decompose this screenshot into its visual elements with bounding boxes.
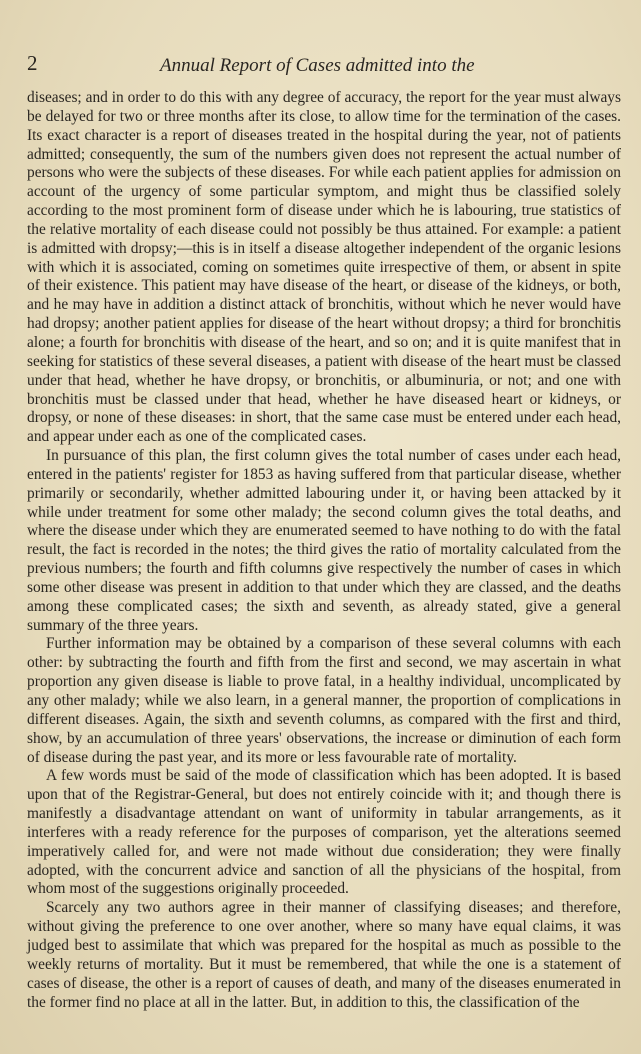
paragraph: Scarcely any two authors agree in their manner of classifying diseases; and therefore, without giving the preference to one over another, where so many have equal claims, it was judged best to assimilate that which was prepared for the hospital as much as possible to the weekly returns of mortality. But it must be remembered, that while the one is a statement of cases of disease, the other is a report of causes of death, and many of the diseases enumerated in the former find no place at all in the latter. But, in addition to this, the classification of the xyxy=(27,899,621,1011)
running-title: Annual Report of Cases admitted into the xyxy=(160,55,475,76)
body-text xyxy=(27,89,621,1012)
paragraph: In pursuance of this plan, the first column gives the total number of cases under each head, entered in the patients' register for 1853 as having suffered from that particular disease, whether primarily or secondarily, whether admitted labouring under it, or having been attacked by it while under treatment for some other malady; the second column gives the total deaths, and where the disease under which they are enumerated seemed to have nothing to do with the fatal result, the fact is recorded in the notes; the third gives the ratio of mortality calculated from the previous numbers; the fourth and fifth columns give respectively the number of cases in which some other disease was present in addition to that under which they are classed, and the deaths among these complicated cases; the sixth and seventh, as already stated, give a general summary of the three years. xyxy=(27,447,621,634)
paragraph: A few words must be said of the mode of classification which has been adopted. It is based upon that of the Registrar-General, but does not entirely coincide with it; and though there is manifestly a disadvantage attendant on want of uniformity in tabular arrangements, as it interferes with a ready reference for the purposes of comparison, yet the alterations seemed imperatively called for, and were not made without due consideration; they were finally adopted, with the concurrent advice and sanction of all the physicians of the hospital, from whom most of the suggestions originally proceeded. xyxy=(27,767,621,898)
paragraph: diseases; and in order to do this with any degree of accuracy, the report for the year must always be delayed for two or three months after its close, to allow time for the termination of the cases. Its exact character is a report of diseases treated in the hospital during the year, not of patients admitted; consequently, the sum of the numbers given does not represent the actual number of persons who were the subjects of these diseases. For while each patient applies for admission on account of the urgency of some particular symptom, and might thus be classified solely according to the most prominent form of disease under which he is labouring, true statistics of the relative mortality of each disease could not possibly be thus attained. For example: a patient is admitted with dropsy;—this is in itself a disease altogether independent of the organic lesions with which it is associated, coming on sometimes quite irrespective of them, or absent in spite of their existence. This patient may have disease of the heart, or disease of the kidneys, or both, and he may have in addition a distinct attack of bronchitis, without which he never would have had dropsy; another patient applies for disease of the heart without dropsy; a third for bronchitis alone; a fourth for bronchitis with disease of the heart, and so on; and it is quite manifest that in seeking for statistics of these several diseases, a patient with disease of the heart must be classed under that head, whether he have dropsy, or bronchitis, or albuminuria, or not; and one with bronchitis must be classed under that head, whether he have diseased heart or kidneys, or dropsy, or none of these diseases: in short, that the same case must be entered under each head, and appear under each as one of the complicated cases. xyxy=(27,89,621,446)
paragraph: Further information may be obtained by a comparison of these several columns with each other: by subtracting the fourth and fifth from the first and second, we may ascertain in what proportion any given disease is liable to prove fatal, in a healthy individual, uncomplicated by any other malady; while we also learn, in a general manner, the proportion of complications in different diseases. Again, the sixth and seventh columns, as compared with the first and third, show, by an accumulation of three years' observations, the increase or diminution of each form of disease during the past year, and its more or less favourable rate of mortality. xyxy=(27,635,621,766)
page-number: 2 xyxy=(27,51,38,75)
